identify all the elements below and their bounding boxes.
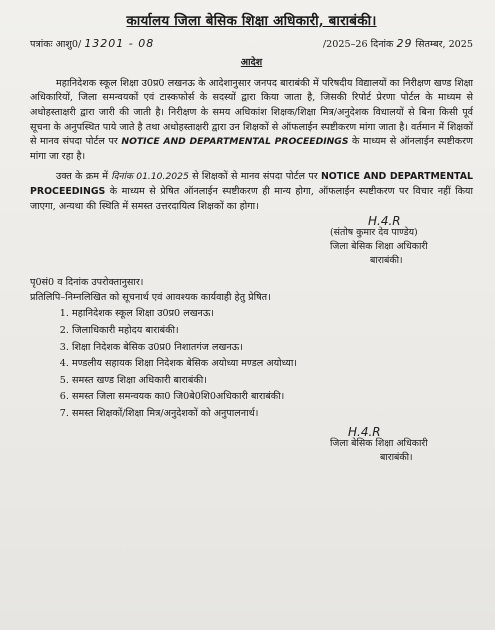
para2-english: NOTICE AND DEPARTMENTAL PROCEEDINGS — [30, 171, 473, 197]
copy-intro: प्रतिलिपि–निम्नलिखित को सूचनार्थ एवं आवश्यक कार्यवाही हेतु प्रेषित। — [30, 291, 271, 303]
date-handwritten: 29 — [396, 36, 413, 50]
para1-english: NOTICE AND DEPARTMENTAL PROCEEDINGS — [121, 136, 349, 148]
letter-number — [30, 37, 154, 53]
year-text: /2025–26 दिनांक — [322, 38, 394, 50]
letter-number-label: पत्रांकः आशु0/ — [30, 38, 82, 50]
list-item: 5. समस्त खण्ड शिक्षा अधिकारी बाराबंकी। — [72, 374, 473, 389]
office-title: कार्यालय जिला बेसिक शिक्षा अधिकारी, बाराबंकी। — [126, 13, 377, 29]
para1-text: महानिदेशक स्कूल शिक्षा उ0प्र0 लखनऊ के आदेशानुसार जनपद बाराबंकी में परिषदीय विद्यालयों का निरीक्षण खण्ड शिक्षा अधिकारियों, जिला समन्वयकों एवं टास्कफोर्स के सदस्यों द्वारा किया जाता है, जिसकी रिपोर्ट प्रेरणा पोर्टल के माध्यम से अधोहस्ताक्षरी द्वारा जारी की जाती है। निरीक्षण के समय अधिकांश शिक्षक/शिक्षा मित्र/अनुदेशक विधालयों से बिना किसी पूर्व सूचना के अनुपस्थित पाये जाते है तथा अधोहस्ताक्षरी द्वारा उन शिक्षकों से ऑफलाईन स्पष्टीकरण मांगा जाता है। वर्तमान में शिक्षकों से मानव संपदा पोर्टल पर — [30, 77, 473, 148]
reference-line — [30, 37, 473, 53]
list-item: 2. जिलाधिकारी महोदय बाराबंकी। — [72, 324, 473, 339]
signature-scribble-2: H.4.R — [348, 425, 381, 440]
list-item: 1. महानिदेशक स्कूल शिक्षा उ0प्र0 लखनऊ। — [72, 307, 473, 322]
signatory-place-2: बाराबंकी। — [380, 452, 413, 464]
month-year: सितम्बर, 2025 — [415, 38, 473, 50]
paragraph-2 — [30, 170, 473, 214]
signature-scribble: H.4.R — [368, 214, 401, 229]
order-heading: आदेश — [240, 57, 263, 69]
copy-section — [30, 276, 473, 421]
paragraph-1 — [30, 77, 473, 165]
para2-text: उक्त के क्रम में — [56, 171, 108, 183]
signatory-designation: जिला बेसिक शिक्षा अधिकारी — [330, 241, 428, 253]
para2-text-mid: से शिक्षकों से मानव संपदा पोर्टल पर — [192, 171, 318, 183]
copy-ref-line: पृ0सं0 व दिनांक उपरोक्तानुसार। — [30, 277, 144, 289]
list-item: 7. समस्त शिक्षकों/शिक्षा मित्र/अनुदेशकों को अनुपालनार्थ। — [72, 407, 473, 422]
letter-date — [323, 37, 473, 53]
signatory-place: बाराबंकी। — [370, 255, 403, 267]
signature-block-2 — [330, 425, 473, 465]
para2-date: दिनांक 01.10.2025 — [111, 171, 189, 183]
signatory-designation-2: जिला बेसिक शिक्षा अधिकारी — [330, 438, 428, 450]
letter-number-handwritten: 13201 - 08 — [84, 36, 155, 50]
list-item: 6. समस्त जिला समन्वयक का0 जि0बे0शि0अधिकारी बाराबंकी। — [72, 390, 473, 405]
copy-list — [30, 307, 473, 421]
para2-text-end: के माध्यम से प्रेषित ऑनलाईन स्पष्टीकरण ही मान्य होगा, ऑफलाईन स्पष्टीकरण पर विचार नहीं किया जाएगा, अन्यथा की स्थिति में समस्त उत्तरदायित्व शिक्षकों का होगा। — [30, 185, 473, 212]
list-item: 3. शिक्षा निदेशक बेसिक उ0प्र0 निशातगंज लखनऊ। — [72, 341, 473, 356]
signature-block-1 — [330, 214, 473, 268]
signatory-name: (संतोष कुमार देव पाण्डेय) — [330, 227, 418, 239]
para1-text-end: के माध्यम से ऑनलाईन स्पष्टीकरण मांगा जा रहा है। — [30, 136, 473, 162]
list-item: 4. मण्डलीय सहायक शिक्षा निदेशक बेसिक अयोध्या मण्डल अयोध्या। — [72, 357, 473, 372]
